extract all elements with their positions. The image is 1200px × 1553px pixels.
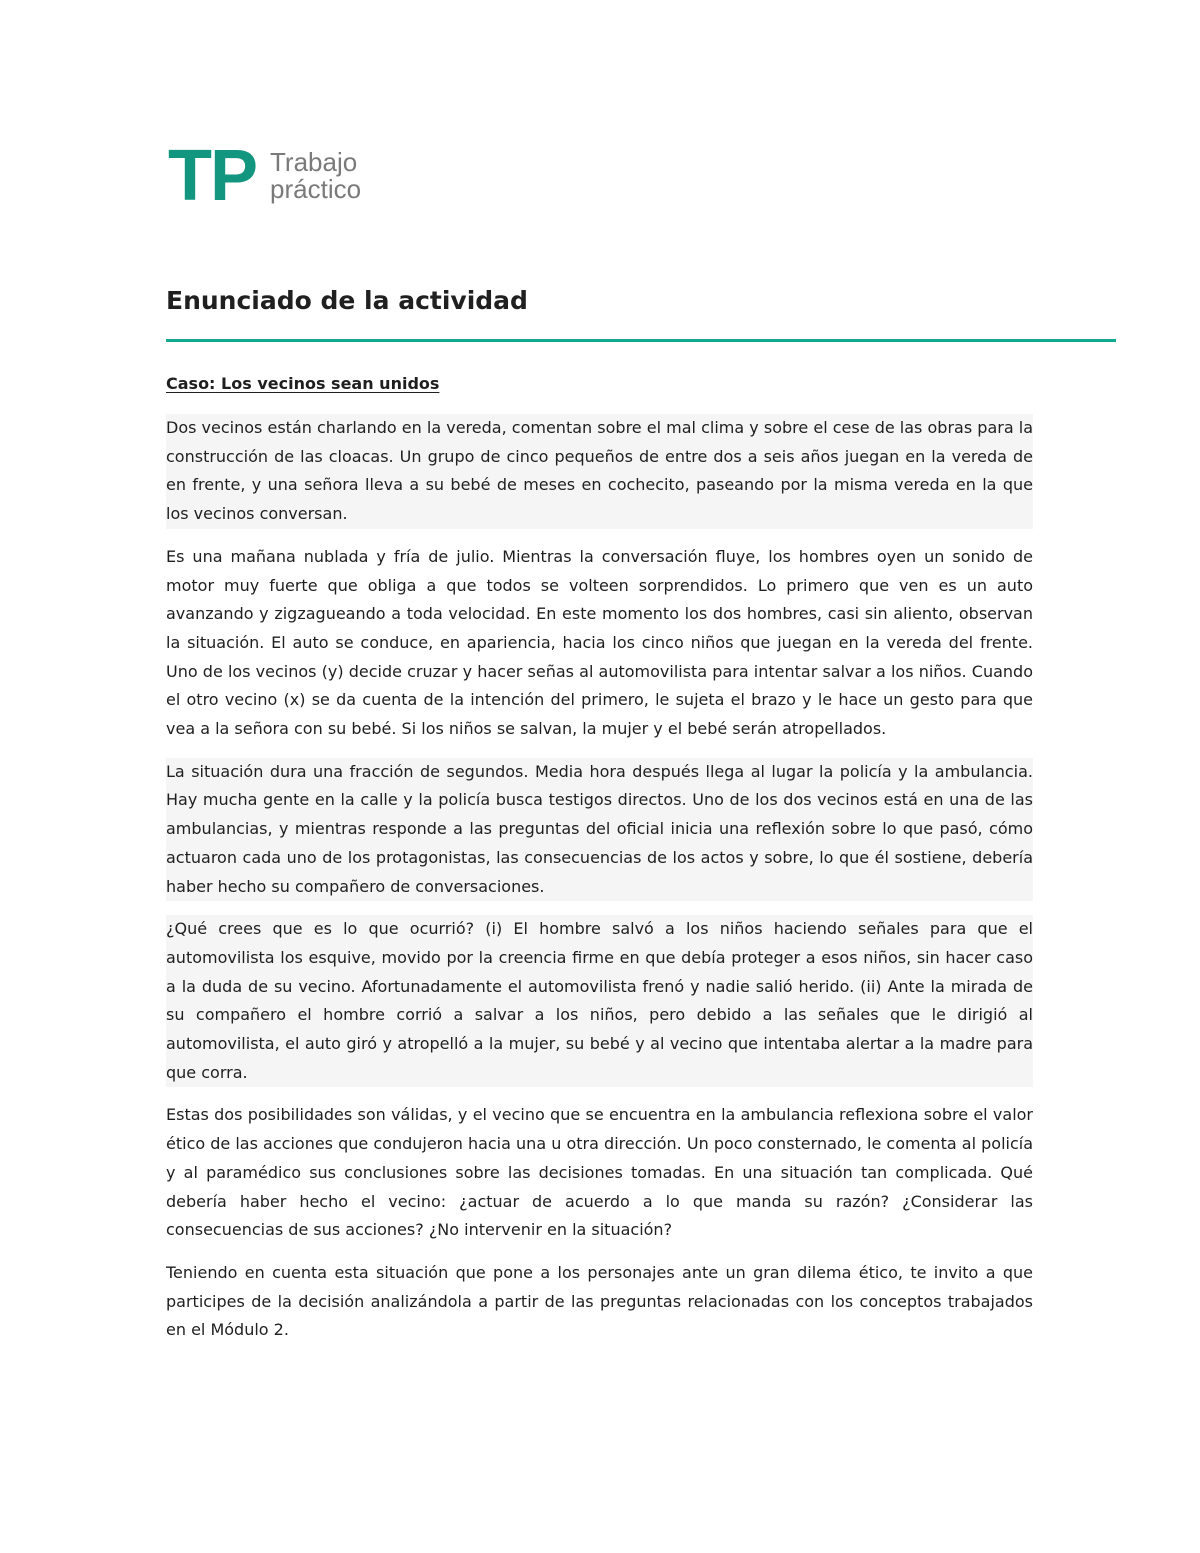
section-title: Enunciado de la actividad bbox=[166, 286, 528, 315]
paragraph-1: Dos vecinos están charlando en la vereda, comentan sobre el mal clima y sobre el cese de las obras para la construcción de las cloacas. Un grupo de cinco pequeños de entre dos a seis años juegan en la vereda de en frente, y una señora lleva a su bebé de meses en cochecito, paseando por la misma vereda en la que los vecinos conversan. bbox=[166, 414, 1033, 529]
tp-logo bbox=[168, 136, 362, 216]
logo-text bbox=[270, 146, 362, 204]
case-title: Los vecinos sean unidos bbox=[221, 374, 440, 393]
logo-text-line2: práctico bbox=[270, 174, 362, 204]
logo-mark: TP bbox=[168, 136, 257, 216]
case-label: Caso: bbox=[166, 374, 216, 393]
paragraph-6: Teniendo en cuenta esta situación que pone a los personajes ante un gran dilema ético, te invito a que participes de la decisión analizándola a partir de las preguntas relacionadas con los conceptos trabajados en el Módulo 2. bbox=[166, 1262, 1033, 1340]
title-divider bbox=[166, 339, 1116, 342]
paragraph-4: ¿Qué crees que es lo que ocurrió? (i) El hombre salvó a los niños haciendo señales para que el automovilista los esquive, movido por la creencia firme en que debía proteger a esos niños, sin hacer caso a la duda de su vecino. Afortunadamente el automovilista frenó y nadie salió herido. (ii) Ante la mirada de su compañero el hombre corrió a salvar a los niños, pero debido a las señales que le dirigió al automovilista, el auto giró y atropelló a la mujer, su bebé y al vecino que intentaba alertar a la madre para que corra. bbox=[166, 915, 1033, 1087]
case-heading bbox=[166, 374, 439, 393]
paragraph-5: Estas dos posibilidades son válidas, y el vecino que se encuentra en la ambulancia reflexiona sobre el valor ético de las acciones que condujeron hacia una u otra dirección. Un poco consternado, le comenta al policía y al paramédico sus conclusiones sobre las decisiones tomadas. En una situación tan complicada. Qué debería haber hecho el vecino: ¿actuar de acuerdo a lo que manda su razón? ¿Considerar las consecuencias de sus acciones? ¿No intervenir en la situación? bbox=[166, 1105, 1033, 1240]
paragraph-3: La situación dura una fracción de segundos. Media hora después llega al lugar la policía y la ambulancia. Hay mucha gente en la calle y la policía busca testigos directos. Uno de los dos vecinos está en una de las ambulancias, y mientras responde a las preguntas del oficial inicia una reflexión sobre lo que pasó, cómo actuaron cada uno de los protagonistas, las consecuencias de los actos y sobre, lo que él sostiene, debería haber hecho su compañero de conversaciones. bbox=[166, 758, 1033, 902]
paragraph-2: Es una mañana nublada y fría de julio. Mientras la conversación fluye, los hombres oyen un sonido de motor muy fuerte que obliga a que todos se volteen sorprendidos. Lo primero que ven es un auto avanzando y zigzagueando a toda velocidad. En este momento los dos hombres, casi sin aliento, observan la situación. El auto se conduce, en apariencia, hacia los cinco niños que juegan en la vereda del frente. Uno de los vecinos (y) decide cruzar y hacer señas al automovilista para intentar salvar a los niños. Cuando el otro vecino (x) se da cuenta de la intención del primero, le sujeta el brazo y le hace un gesto para que vea a la señora con su bebé. Si los niños se salvan, la mujer y el bebé serán atropellados. bbox=[166, 546, 1033, 739]
document-body bbox=[166, 414, 1033, 1359]
logo-text-line1: Trabajo bbox=[270, 146, 358, 177]
